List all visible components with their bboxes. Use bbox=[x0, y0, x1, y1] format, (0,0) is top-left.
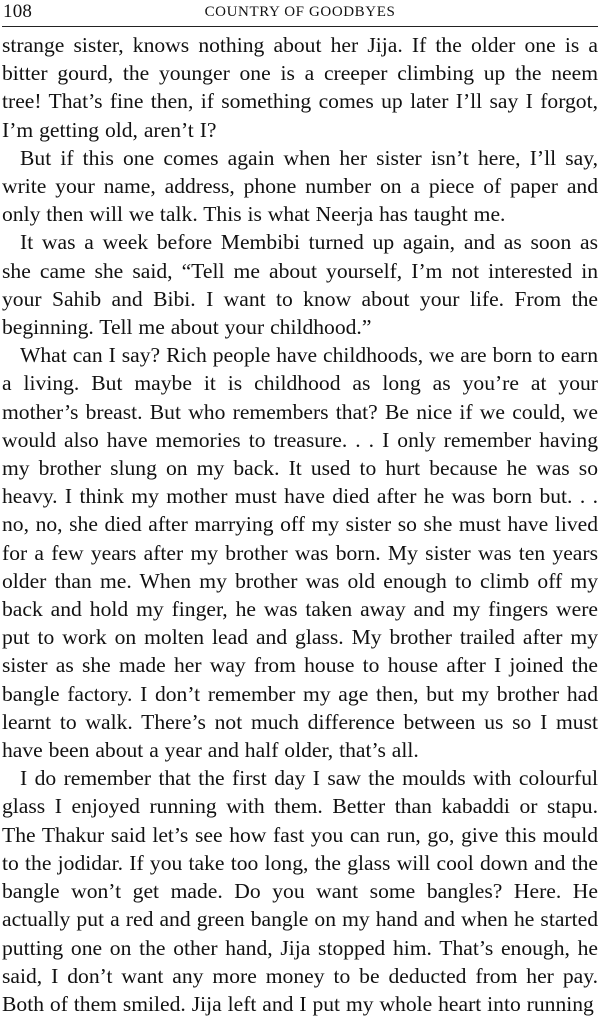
running-head: COUNTRY OF GOODBYES bbox=[204, 4, 396, 20]
page-number: 108 bbox=[3, 1, 33, 22]
paragraph: But if this one comes again when her sister isn’t here, I’ll say, write your name, address, phone number on a piece of paper and only then will we talk. This is what Neerja has taught me. bbox=[2, 145, 598, 227]
paragraph: It was a week before Membibi turned up again, and as soon as she came she said, “Tell me about yourself, I’m not interested in your Sahib and Bibi. I want to know about your life. From the beginning. Tell me about your childhood.” bbox=[2, 230, 598, 340]
paragraph: strange sister, knows nothing about her Jija. If the older one is a bitter gourd, the younger one is a creeper climbing up the neem tree! That’s fine then, if something comes up later I’ll say I forgot, I’m getting old, aren’t I? bbox=[2, 33, 598, 142]
page-header bbox=[2, 0, 598, 27]
paragraph: What can I say? Rich people have childhoods, we are born to earn a living. But maybe it is childhood as long as you’re at your mother’s breast. But who remembers that? Be nice if we could, we would also have memories to treasure. . . I only remember having my brother slung on my back. It used to hurt because he was so heavy. I think my mother must have died after he was born but. . . no, no, she died after marrying off my sister so she must have lived for a few years after my brother was born. My sister was ten years older than me. When my brother was old enough to climb off my back and hold my finger, he was taken away and my fingers were put to work on molten lead and glass. My brother trailed after my sister as she made her way from house to house after I joined the bangle factory. I don’t remember my age then, but my brother had learnt to walk. There’s not much difference between us so I must have been about a year and half older, that’s all. bbox=[2, 343, 598, 763]
paragraph: I do remember that the first day I saw the moulds with colourful glass I enjoyed running with them. Better than kabaddi or stapu. The Thakur said let’s see how fast you can run, go, give this mould to the jodidar. If you take too long, the glass will cool down and the bangle won’t get made. Do you want some bangles? Here. He actually put a red and green bangle on my hand and when he started putting one on the other hand, Jija stopped him. That’s enough, he said, I don’t want any more money to be deducted from her pay. Both of them smiled. Jija left and I put my whole heart into running bbox=[2, 766, 598, 1016]
body-text bbox=[2, 31, 598, 1018]
